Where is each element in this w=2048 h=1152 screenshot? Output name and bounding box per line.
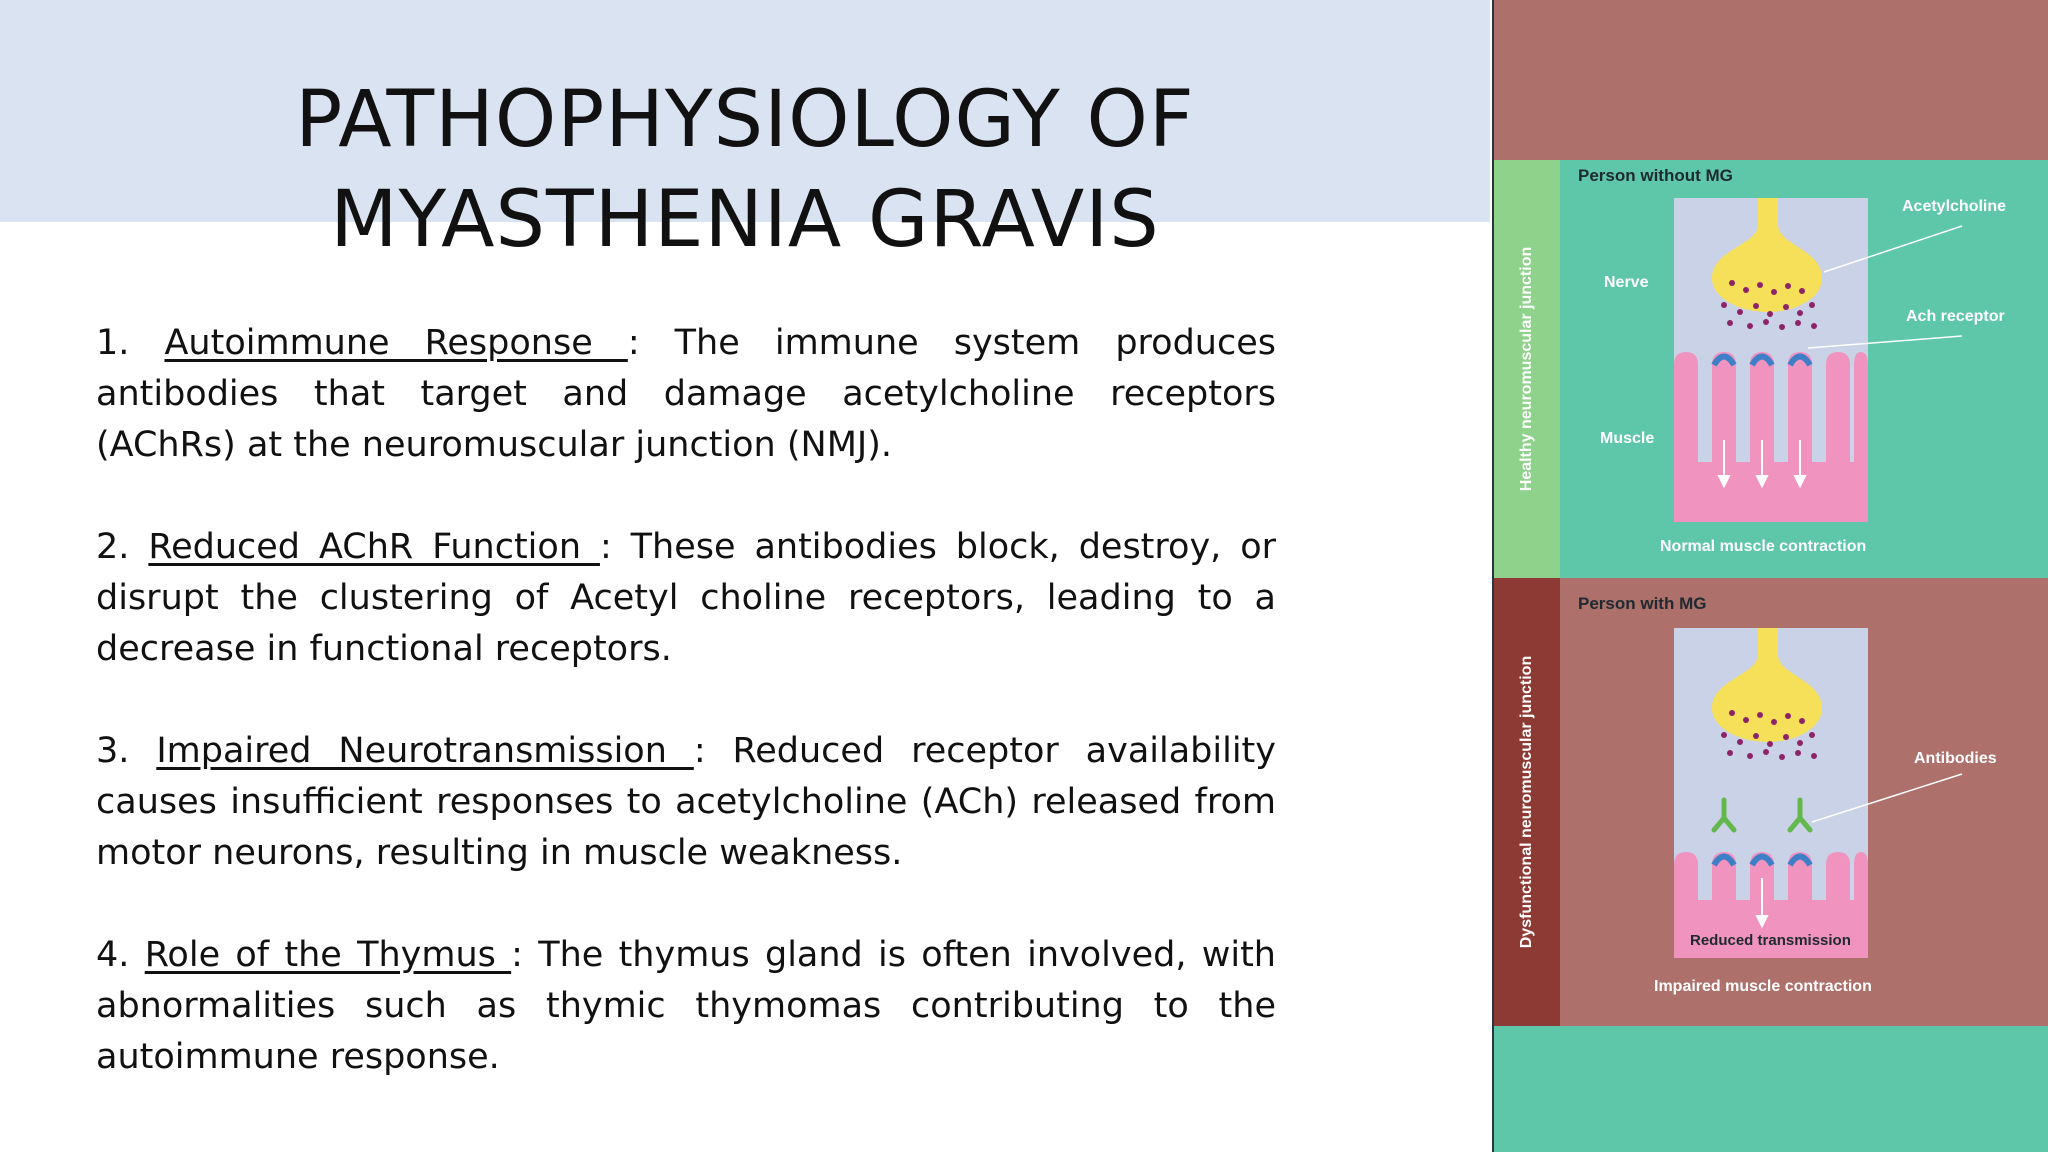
impaired-contraction-caption: Impaired muscle contraction	[1654, 978, 1872, 995]
point-role-of-thymus	[96, 930, 1276, 1083]
point-heading: Autoimmune Response	[164, 323, 628, 363]
point-impaired-neurotransmission	[96, 726, 1276, 879]
normal-contraction-caption: Normal muscle contraction	[1660, 538, 1867, 555]
muscle-label: Muscle	[1600, 430, 1655, 447]
healthy-title: Person without MG	[1578, 166, 1733, 185]
point-heading: Role of the Thymus	[144, 935, 512, 975]
nerve-label: Nerve	[1604, 274, 1649, 291]
point-number: 3.	[96, 731, 130, 771]
point-number: 1.	[96, 323, 130, 363]
reduced-transmission-label: Reduced transmission	[1690, 932, 1851, 949]
point-autoimmune-response	[96, 318, 1276, 471]
point-text: : These antibodies block, destroy, or disrupt the clustering of Acetyl choline receptors, leading to a decrease in functional receptors.	[96, 527, 1277, 669]
point-heading: Impaired Neurotransmission	[156, 731, 694, 771]
title-line-1: PATHOPHYSIOLOGY OF	[295, 75, 1195, 166]
point-reduced-achr-function	[96, 522, 1276, 675]
point-number: 4.	[96, 935, 130, 975]
title-line-2: MYASTHENIA GRAVIS	[330, 175, 1160, 266]
content-body	[96, 318, 1276, 1134]
point-text: : The thymus gland is often involved, with abnormalities such as thymic thymomas contributing to the autoimmune response.	[96, 935, 1276, 1077]
ach-receptor-label: Ach receptor	[1906, 308, 2005, 325]
nmj-illustration	[1492, 0, 2048, 1152]
healthy-side-label: Healthy neuromuscular junction	[1518, 246, 1535, 492]
mg-title: Person with MG	[1578, 594, 1707, 613]
point-heading: Reduced AChR Function	[148, 527, 600, 567]
point-number: 2.	[96, 527, 130, 567]
point-text: : The immune system produces antibodies that target and damage acetylcholine receptors (AChRs) at the neuromuscular junction (NMJ).	[96, 323, 1276, 465]
dysfunctional-side-label: Dysfunctional neuromuscular junction	[1518, 655, 1535, 949]
slide-title	[0, 70, 1490, 270]
acetylcholine-label: Acetylcholine	[1902, 198, 2007, 215]
point-text: : Reduced receptor availability causes insufficient responses to acetylcholine (ACh) released from motor neurons, resulting in muscle weakness.	[96, 731, 1276, 873]
antibodies-label: Antibodies	[1914, 750, 1997, 767]
